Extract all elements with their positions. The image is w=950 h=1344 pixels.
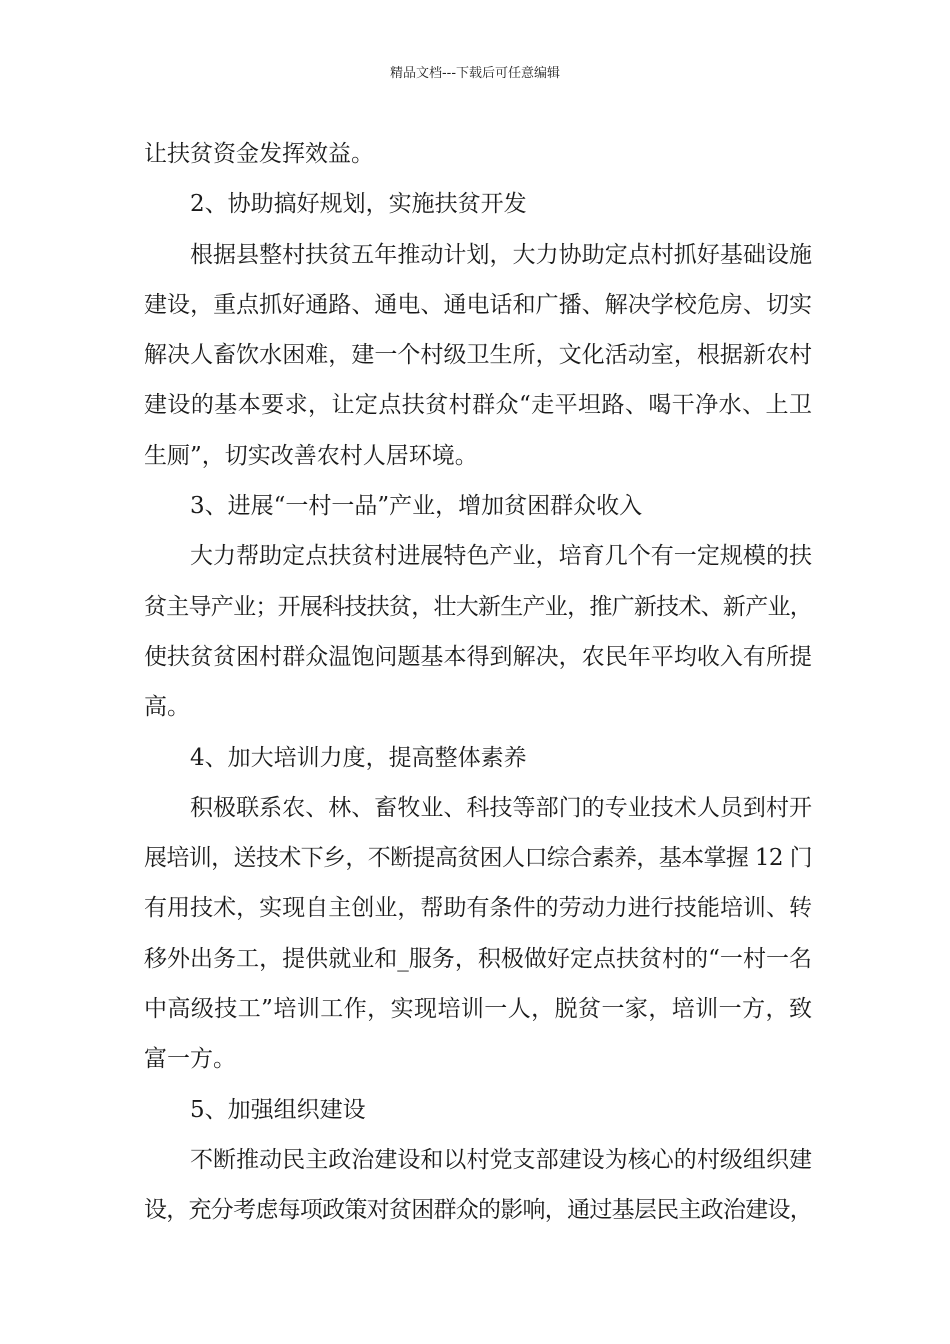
text-line: 展培训，送技术下乡，不断提高贫困人口综合素养，基本掌握 12 门 <box>144 845 812 872</box>
text-line: 2、协助搞好规划，实施扶贫开发 <box>190 191 527 218</box>
document-body <box>144 129 812 1236</box>
text-line: 3、进展“一村一品”产业，增加贫困群众收入 <box>190 493 643 520</box>
text-line: 使扶贫贫困村群众温饱问题基本得到解决，农民年平均收入有所提 <box>144 643 813 670</box>
text-line: 贫主导产业；开展科技扶贫，壮大新生产业，推广新技术、新产业， <box>144 593 813 620</box>
text-line: 让扶贫资金发挥效益。 <box>144 141 374 167</box>
page-header: 精品文档---下载后可任意编辑 <box>389 66 561 81</box>
text-line: 根据县整村扶贫五年推动计划，大力协助定点村抓好基础设施 <box>190 241 813 268</box>
text-line: 移外出务工，提供就业和_服务，积极做好定点扶贫村的“一村一名 <box>144 945 813 972</box>
text-line: 有用技术，实现自主创业，帮助有条件的劳动力进行技能培训、转 <box>144 895 813 922</box>
text-line: 积极联系农、林、畜牧业、科技等部门的专业技术人员到村开 <box>190 794 813 821</box>
text-line: 建设的基本要求，让定点扶贫村群众“走平坦路、喝干净水、上卫 <box>144 392 813 419</box>
text-line: 4、加大培训力度，提高整体素养 <box>190 744 527 771</box>
text-line: 不断推动民主政治建设和以村党支部建设为核心的村级组织建 <box>190 1146 813 1173</box>
text-line: 生厕”，切实改善农村人居环境。 <box>144 442 478 469</box>
text-line: 中高级技工”培训工作，实现培训一人，脱贫一家，培训一方，致 <box>144 996 813 1023</box>
text-line: 设，充分考虑每项政策对贫困群众的影响，通过基层民主政治建设， <box>144 1197 813 1224</box>
text-line: 建设，重点抓好通路、通电、通电话和广播、解决学校危房、切实 <box>144 291 813 318</box>
text-line: 大力帮助定点扶贫村进展特色产业，培育几个有一定规模的扶 <box>190 543 813 570</box>
text-line: 富一方。 <box>144 1046 236 1073</box>
text-line: 高。 <box>144 694 190 721</box>
text-line: 解决人畜饮水困难，建一个村级卫生所，文化活动室，根据新农村 <box>144 342 813 369</box>
text-line: 5、加强组织建设 <box>190 1096 366 1123</box>
